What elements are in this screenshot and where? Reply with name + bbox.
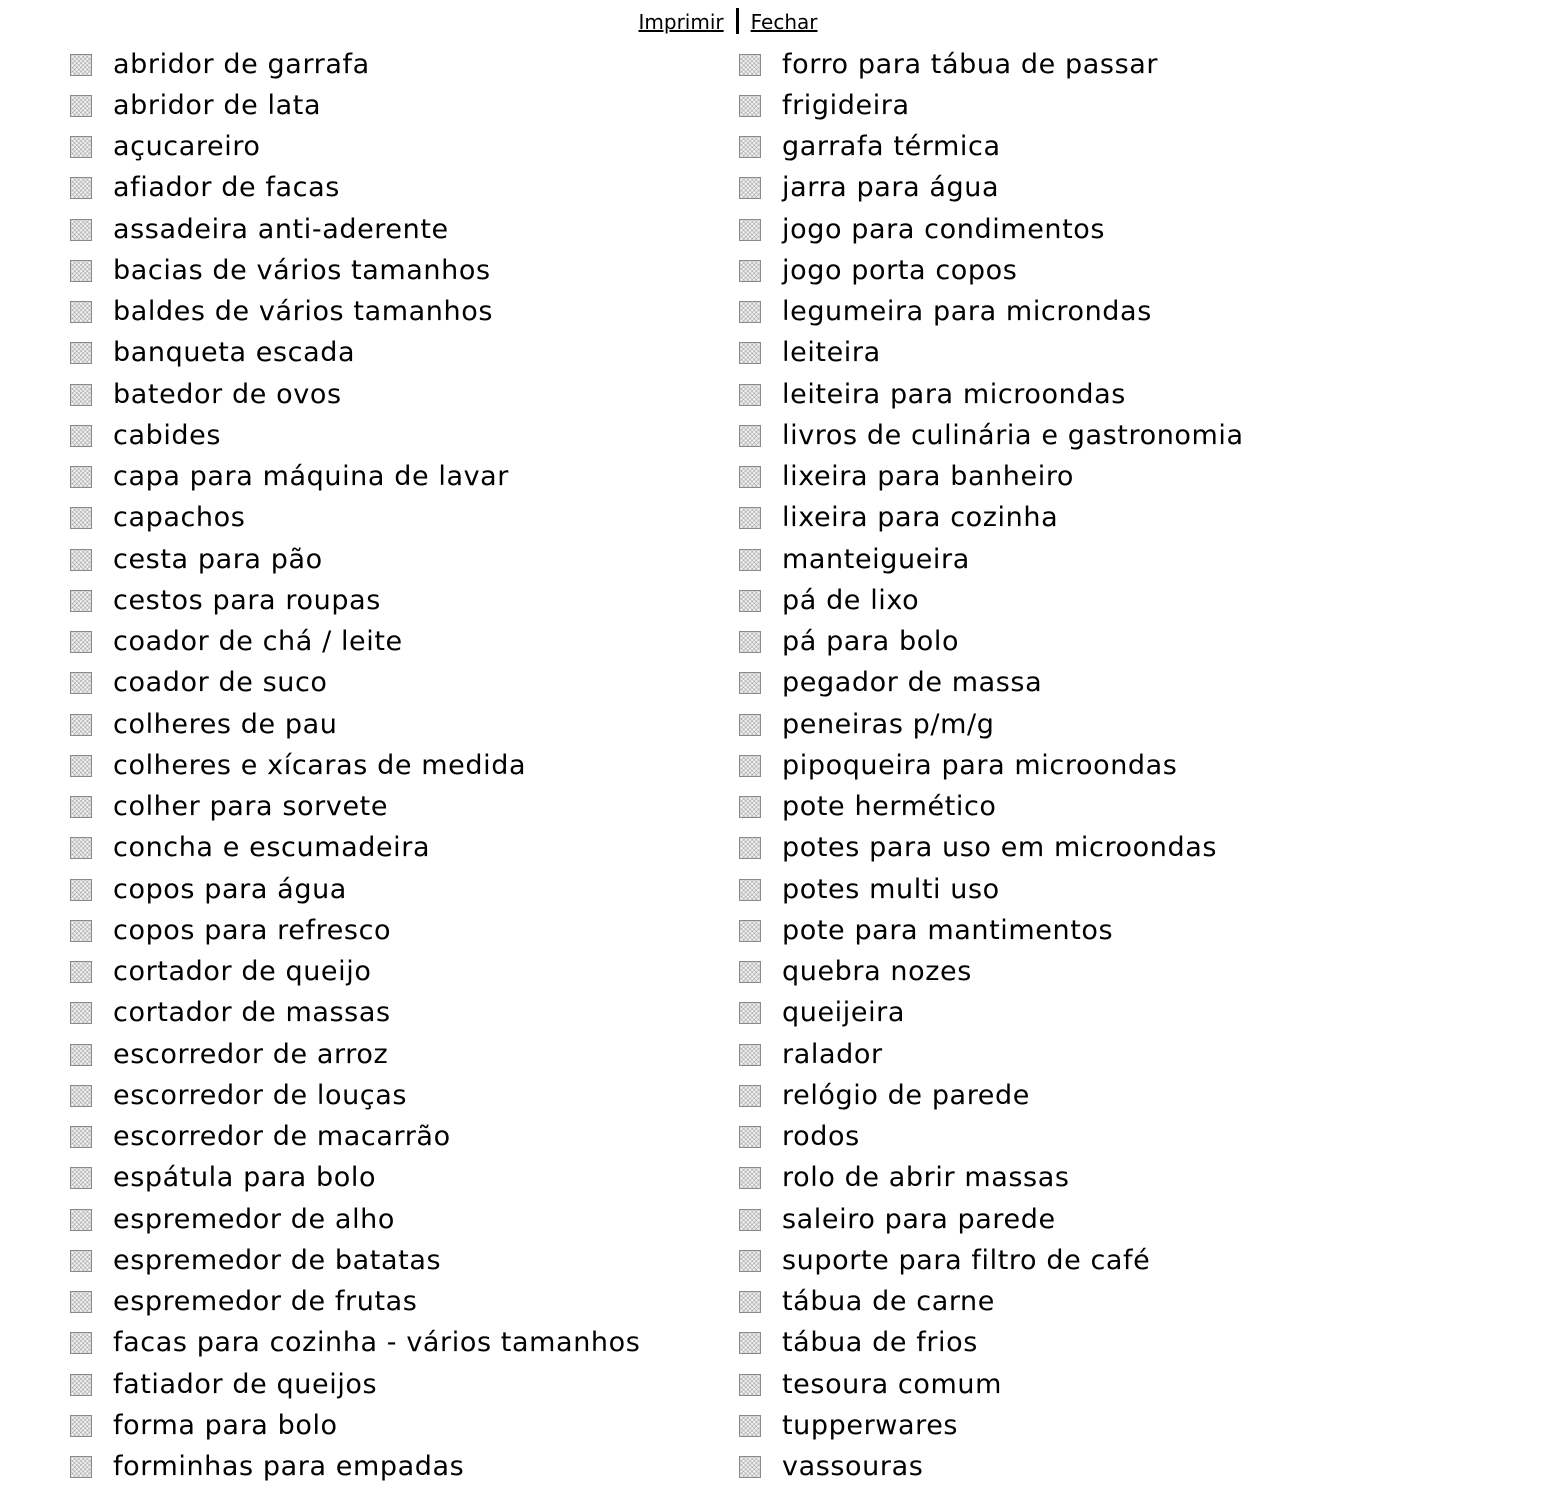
checklist-item-label: garrafa térmica <box>782 131 1001 163</box>
checkbox[interactable] <box>739 549 761 571</box>
checklist-item[interactable] <box>739 1282 1244 1323</box>
checklist-item[interactable] <box>70 127 640 168</box>
checklist-item[interactable] <box>70 44 640 85</box>
checklist-item-label: forma para bolo <box>113 1409 338 1441</box>
checklist-item[interactable] <box>739 828 1244 869</box>
checklist-item[interactable] <box>739 1405 1244 1446</box>
checklist-item[interactable] <box>70 1158 640 1199</box>
checklist-right-column <box>739 44 1244 1488</box>
checklist-item-label: queijeira <box>782 997 906 1029</box>
checkbox[interactable] <box>739 1002 761 1024</box>
checkbox[interactable] <box>70 879 92 901</box>
checklist-item-label: coador de suco <box>113 667 328 699</box>
checklist-item[interactable] <box>739 993 1244 1034</box>
checkbox[interactable] <box>739 1044 761 1066</box>
checkbox[interactable] <box>739 1085 761 1107</box>
checklist-item-label: espremedor de batatas <box>113 1244 442 1276</box>
checklist-item-label: relógio de parede <box>782 1079 1030 1111</box>
checkbox[interactable] <box>70 1167 92 1189</box>
checklist-item-label: vassouras <box>782 1451 924 1483</box>
checkbox[interactable] <box>70 219 92 241</box>
checkbox[interactable] <box>70 54 92 76</box>
checkbox[interactable] <box>739 384 761 406</box>
checkbox[interactable] <box>70 95 92 117</box>
checklist-item[interactable] <box>739 539 1244 580</box>
checkbox[interactable] <box>739 796 761 818</box>
checklist-item-label: escorredor de louças <box>113 1079 408 1111</box>
checklist-item-label: suporte para filtro de café <box>782 1244 1151 1276</box>
checklist-item[interactable] <box>739 1199 1244 1240</box>
checklist-item-label: colheres e xícaras de medida <box>113 749 527 781</box>
checklist-item-label: colheres de pau <box>113 708 338 740</box>
checklist-item[interactable] <box>739 415 1244 456</box>
checklist-item[interactable] <box>739 374 1244 415</box>
checklist-item-label: cabides <box>113 419 222 451</box>
print-link[interactable]: Imprimir <box>638 10 724 34</box>
checkbox[interactable] <box>70 714 92 736</box>
checklist-item[interactable] <box>70 1075 640 1116</box>
checklist-item-label: frigideira <box>782 89 910 121</box>
checkbox[interactable] <box>739 219 761 241</box>
checkbox[interactable] <box>739 95 761 117</box>
checklist-item[interactable] <box>739 1075 1244 1116</box>
checklist-item-label: abridor de garrafa <box>113 48 370 80</box>
checkbox[interactable] <box>70 961 92 983</box>
checklist-item-label: açucareiro <box>113 131 261 163</box>
checkbox[interactable] <box>739 260 761 282</box>
checklist-item[interactable] <box>70 952 640 993</box>
checklist-item[interactable] <box>70 374 640 415</box>
checklist-item-label: capachos <box>113 502 246 534</box>
checklist-item[interactable] <box>739 209 1244 250</box>
checklist-item[interactable] <box>70 1117 640 1158</box>
checkbox[interactable] <box>739 714 761 736</box>
checkbox[interactable] <box>70 507 92 529</box>
checklist-item[interactable] <box>739 622 1244 663</box>
checklist-item[interactable] <box>70 457 640 498</box>
checkbox[interactable] <box>70 590 92 612</box>
checkbox[interactable] <box>70 1332 92 1354</box>
checkbox[interactable] <box>70 796 92 818</box>
checkbox[interactable] <box>739 1291 761 1313</box>
checklist-item-label: facas para cozinha - vários tamanhos <box>113 1327 641 1359</box>
checklist-item-label: forminhas para empadas <box>113 1451 465 1483</box>
checklist-item[interactable] <box>739 498 1244 539</box>
checkbox[interactable] <box>70 384 92 406</box>
checklist-item-label: saleiro para parede <box>782 1203 1056 1235</box>
checkbox[interactable] <box>70 342 92 364</box>
checklist-item[interactable] <box>739 168 1244 209</box>
checklist-item[interactable] <box>70 910 640 951</box>
checklist-item[interactable] <box>70 1405 640 1446</box>
checklist-item-label: assadeira anti-aderente <box>113 213 449 245</box>
checkbox[interactable] <box>70 136 92 158</box>
separator <box>736 8 739 34</box>
checkbox[interactable] <box>739 136 761 158</box>
close-link[interactable]: Fechar <box>750 10 818 34</box>
checkbox[interactable] <box>739 425 761 447</box>
checkbox[interactable] <box>70 920 92 942</box>
checklist-item-label: jogo porta copos <box>782 254 1018 286</box>
checklist-item-label: tesoura comum <box>782 1368 1003 1400</box>
checkbox[interactable] <box>70 1209 92 1231</box>
checklist-item-label: escorredor de arroz <box>113 1038 389 1070</box>
checkbox[interactable] <box>70 1085 92 1107</box>
checkbox[interactable] <box>70 425 92 447</box>
checklist-item[interactable] <box>70 168 640 209</box>
checkbox[interactable] <box>70 1126 92 1148</box>
checklist-item[interactable] <box>70 663 640 704</box>
checkbox[interactable] <box>739 1167 761 1189</box>
checklist-item[interactable] <box>739 250 1244 291</box>
checkbox[interactable] <box>739 961 761 983</box>
checklist-item-label: batedor de ovos <box>113 378 342 410</box>
checkbox[interactable] <box>739 1374 761 1396</box>
checklist-item[interactable] <box>739 704 1244 745</box>
checklist-item[interactable] <box>70 1240 640 1281</box>
checkbox[interactable] <box>70 177 92 199</box>
checklist-item[interactable] <box>739 1240 1244 1281</box>
checkbox[interactable] <box>70 1415 92 1437</box>
checklist-item-label: escorredor de macarrão <box>113 1121 451 1153</box>
checkbox[interactable] <box>739 590 761 612</box>
checklist-item[interactable] <box>70 622 640 663</box>
checklist-item[interactable] <box>70 1199 640 1240</box>
checklist-item[interactable] <box>739 910 1244 951</box>
checklist-item-label: cortador de queijo <box>113 956 372 988</box>
checklist-item[interactable] <box>739 457 1244 498</box>
checklist-item[interactable] <box>739 1323 1244 1364</box>
checklist-item-label: fatiador de queijos <box>113 1368 378 1400</box>
checkbox[interactable] <box>70 1374 92 1396</box>
checklist-item-label: afiador de facas <box>113 172 340 204</box>
checklist-item-label: coador de chá / leite <box>113 626 403 658</box>
checkbox[interactable] <box>739 507 761 529</box>
toolbar <box>0 8 1456 36</box>
checklist-item-label: bacias de vários tamanhos <box>113 254 491 286</box>
checkbox[interactable] <box>70 260 92 282</box>
checkbox[interactable] <box>739 879 761 901</box>
checklist-item-label: pote para mantimentos <box>782 914 1114 946</box>
checklist-item[interactable] <box>70 1323 640 1364</box>
checklist-item[interactable] <box>739 292 1244 333</box>
checklist-item-label: tábua de frios <box>782 1327 978 1359</box>
checklist-item[interactable] <box>739 952 1244 993</box>
checklist-item-label: pá para bolo <box>782 626 960 658</box>
checkbox[interactable] <box>70 631 92 653</box>
checklist-left-column <box>70 44 640 1488</box>
checklist-item-label: forro para tábua de passar <box>782 48 1159 80</box>
checklist-item-label: leiteira <box>782 337 881 369</box>
checklist-item-label: lixeira para cozinha <box>782 502 1059 534</box>
checkbox[interactable] <box>70 1002 92 1024</box>
checklist-item[interactable] <box>739 745 1244 786</box>
checklist-item[interactable] <box>70 745 640 786</box>
checkbox[interactable] <box>739 1209 761 1231</box>
checklist-item-label: cesta para pão <box>113 543 323 575</box>
checkbox[interactable] <box>739 920 761 942</box>
checklist-item[interactable] <box>739 127 1244 168</box>
checkbox[interactable] <box>739 1126 761 1148</box>
checklist-item-label: pegador de massa <box>782 667 1043 699</box>
checklist-item-label: legumeira para microndas <box>782 296 1152 328</box>
checkbox[interactable] <box>70 1044 92 1066</box>
checklist-item-label: pote hermético <box>782 791 997 823</box>
checkbox[interactable] <box>70 1291 92 1313</box>
checklist-item-label: cortador de massas <box>113 997 391 1029</box>
checklist-item-label: quebra nozes <box>782 956 972 988</box>
checkbox[interactable] <box>70 301 92 323</box>
checkbox[interactable] <box>70 1456 92 1478</box>
checklist-item-label: espremedor de alho <box>113 1203 395 1235</box>
checklist-item[interactable] <box>70 1034 640 1075</box>
checklist-item-label: peneiras p/m/g <box>782 708 995 740</box>
checkbox[interactable] <box>70 1250 92 1272</box>
checklist-item[interactable] <box>739 85 1244 126</box>
checklist-item[interactable] <box>70 1447 640 1488</box>
checkbox[interactable] <box>70 672 92 694</box>
checkbox[interactable] <box>739 1415 761 1437</box>
checklist-item[interactable] <box>739 1364 1244 1405</box>
checklist-item-label: rolo de abrir massas <box>782 1162 1070 1194</box>
checkbox[interactable] <box>739 342 761 364</box>
checklist-item-label: manteigueira <box>782 543 970 575</box>
checklist-item[interactable] <box>739 869 1244 910</box>
checklist-item-label: tábua de carne <box>782 1286 995 1318</box>
checklist-item[interactable] <box>739 1447 1244 1488</box>
checklist-item[interactable] <box>70 250 640 291</box>
checklist-item-label: capa para máquina de lavar <box>113 461 510 493</box>
checklist-item-label: abridor de lata <box>113 89 322 121</box>
checklist-item[interactable] <box>70 292 640 333</box>
checklist-item-label: espremedor de frutas <box>113 1286 418 1318</box>
checklist-item[interactable] <box>739 787 1244 828</box>
checklist-item[interactable] <box>70 1364 640 1405</box>
checklist-item-label: pipoqueira para microondas <box>782 749 1178 781</box>
checklist-item-label: rodos <box>782 1121 860 1153</box>
checklist-item[interactable] <box>739 1117 1244 1158</box>
checkbox[interactable] <box>739 1456 761 1478</box>
checklist-item-label: potes multi uso <box>782 873 1000 905</box>
checklist-item[interactable] <box>739 580 1244 621</box>
checklist-item[interactable] <box>739 1158 1244 1199</box>
checklist-item[interactable] <box>70 580 640 621</box>
checklist-item[interactable] <box>70 209 640 250</box>
checklist-item[interactable] <box>70 85 640 126</box>
checklist-item-label: lixeira para banheiro <box>782 461 1075 493</box>
checkbox[interactable] <box>70 755 92 777</box>
checklist-item-label: baldes de vários tamanhos <box>113 296 494 328</box>
checklist-item[interactable] <box>70 415 640 456</box>
checklist-item[interactable] <box>70 787 640 828</box>
checklist-item-label: banqueta escada <box>113 337 356 369</box>
checklist-item-label: jogo para condimentos <box>782 213 1106 245</box>
checklist-item[interactable] <box>70 333 640 374</box>
checklist-item[interactable] <box>70 498 640 539</box>
checklist-item[interactable] <box>70 828 640 869</box>
checklist-item[interactable] <box>739 44 1244 85</box>
checklist-item-label: livros de culinária e gastronomia <box>782 419 1244 451</box>
checklist-item-label: tupperwares <box>782 1409 959 1441</box>
checkbox[interactable] <box>739 301 761 323</box>
checklist-item-label: copos para água <box>113 873 347 905</box>
checklist-item-label: concha e escumadeira <box>113 832 431 864</box>
checklist-item[interactable] <box>70 539 640 580</box>
checklist-item-label: ralador <box>782 1038 883 1070</box>
checkbox[interactable] <box>739 1250 761 1272</box>
checklist-item[interactable] <box>70 704 640 745</box>
checklist-item-label: leiteira para microondas <box>782 378 1126 410</box>
checkbox[interactable] <box>739 54 761 76</box>
checklist-item[interactable] <box>70 993 640 1034</box>
checklist-item[interactable] <box>739 333 1244 374</box>
checklist-item[interactable] <box>70 1282 640 1323</box>
checkbox[interactable] <box>70 549 92 571</box>
checklist-item-label: colher para sorvete <box>113 791 389 823</box>
checklist-item-label: jarra para água <box>782 172 1000 204</box>
checkbox[interactable] <box>739 1332 761 1354</box>
checkbox[interactable] <box>70 466 92 488</box>
checkbox[interactable] <box>739 837 761 859</box>
checklist-item-label: cestos para roupas <box>113 584 381 616</box>
checklist-item-label: potes para uso em microondas <box>782 832 1218 864</box>
checkbox[interactable] <box>70 837 92 859</box>
checklist-item[interactable] <box>739 663 1244 704</box>
checklist-item-label: copos para refresco <box>113 914 392 946</box>
checklist-item-label: espátula para bolo <box>113 1162 377 1194</box>
checkbox[interactable] <box>739 755 761 777</box>
checkbox[interactable] <box>739 177 761 199</box>
checkbox[interactable] <box>739 466 761 488</box>
checklist-item[interactable] <box>70 869 640 910</box>
checklist-item-label: pá de lixo <box>782 584 920 616</box>
checkbox[interactable] <box>739 672 761 694</box>
checkbox[interactable] <box>739 631 761 653</box>
checklist-item[interactable] <box>739 1034 1244 1075</box>
